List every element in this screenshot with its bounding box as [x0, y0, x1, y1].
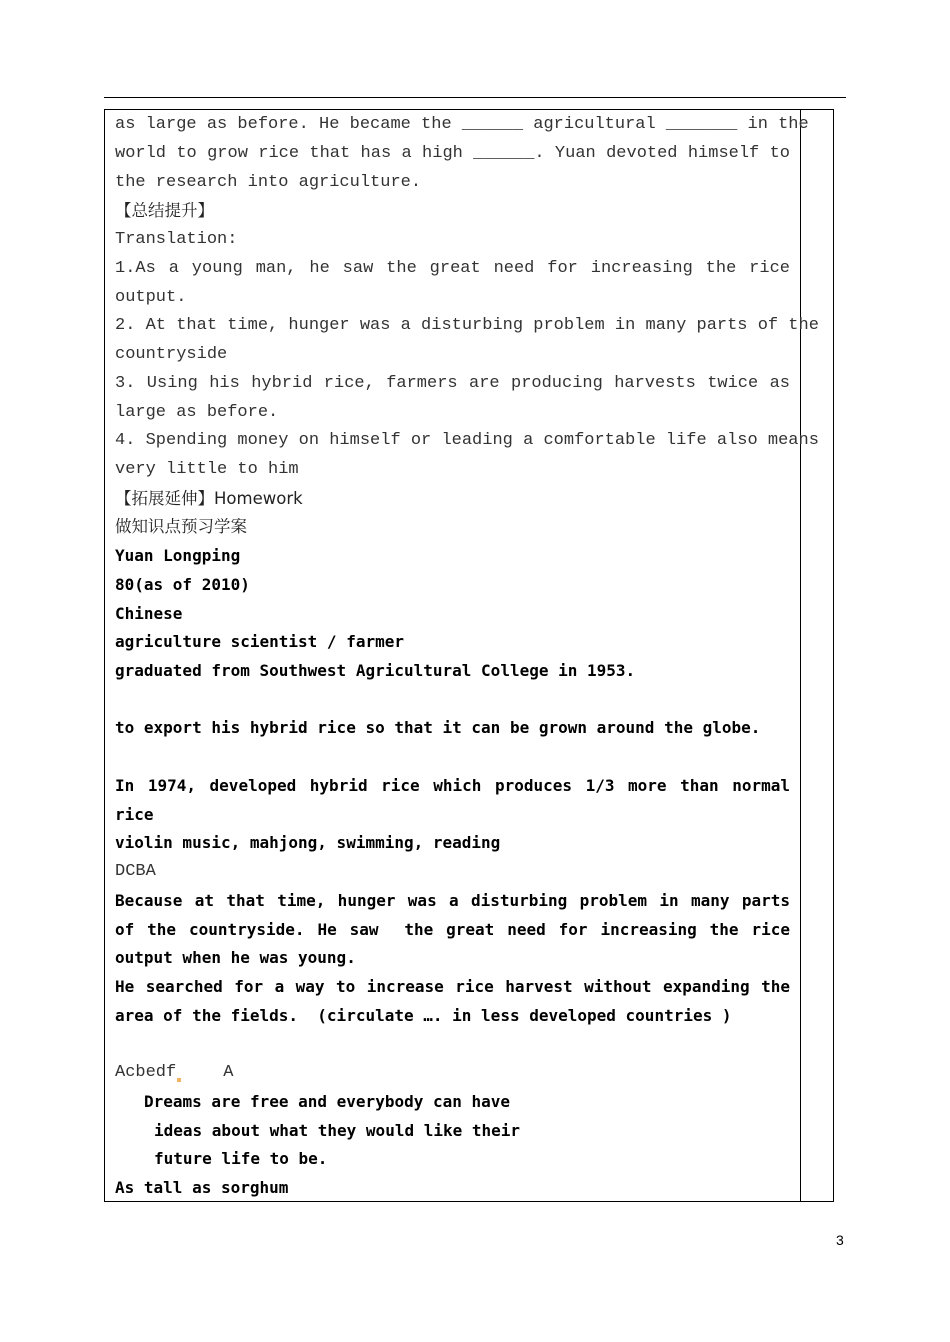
continuation-line-3: the research into agriculture.: [115, 173, 422, 192]
translation-line: very little to him: [115, 460, 299, 479]
homework-task: 做知识点预习学案: [115, 517, 247, 536]
translation-line: large as before.: [115, 403, 279, 422]
translation-line: countryside: [115, 345, 228, 364]
answer-age: 80(as of 2010): [115, 575, 250, 594]
highlight-mark: [177, 1078, 181, 1082]
table-column-divider: [800, 109, 801, 1202]
quote-line: future life to be.: [154, 1149, 328, 1168]
translation-line: 2. At that time, hunger was a disturbing problem in many parts of the: [115, 316, 819, 335]
answer-dream: to export his hybrid rice so that it can be grown around the globe.: [115, 718, 761, 737]
answer-name: Yuan Longping: [115, 546, 241, 565]
quote-line: Dreams are free and everybody can have: [144, 1092, 511, 1111]
quote-line: ideas about what they would like their: [154, 1121, 521, 1140]
answer-nationality: Chinese: [115, 604, 183, 623]
answer-hobbies: violin music, mahjong, swimming, reading: [115, 833, 501, 852]
answer-reason: of the countryside. He saw the great need for increasing the rice: [115, 920, 790, 939]
page-number: 3: [836, 1232, 844, 1248]
answer-education: graduated from Southwest Agricultural College in 1953.: [115, 661, 636, 680]
answer-job: agriculture scientist / farmer: [115, 632, 404, 651]
extension-heading: 【拓展延伸】Homework: [115, 489, 303, 508]
answer-order: DCBA: [115, 862, 156, 881]
answer-last: As tall as sorghum: [115, 1178, 289, 1197]
translation-line: 4. Spending money on himself or leading a comfortable life also means: [115, 431, 819, 450]
continuation-line-2: world to grow rice that has a high ______. Yuan devoted himself to: [115, 144, 790, 163]
answer-reason: Because at that time, hunger was a disturbing problem in many parts: [115, 891, 790, 910]
summary-heading: 【总结提升】: [115, 201, 214, 220]
answer-choice-2: A: [223, 1063, 234, 1082]
translation-line: 3. Using his hybrid rice, farmers are producing harvests twice as: [115, 374, 790, 393]
answer-achievement: In 1974, developed hybrid rice which produces 1/3 more than normal: [115, 776, 790, 795]
header-rule: [104, 97, 846, 98]
answer-choice-1: Acbedf: [115, 1063, 177, 1082]
answer-method: area of the fields. (circulate …. in less developed countries ): [115, 1006, 732, 1025]
answer-choice-row: [115, 1059, 790, 1087]
continuation-line-1: as large as before. He became the ______ agricultural _______ in the: [115, 115, 809, 134]
translation-label: Translation:: [115, 230, 238, 249]
translation-line: 1.As a young man, he saw the great need for increasing the rice: [115, 259, 790, 278]
answer-achievement: rice: [115, 805, 154, 824]
answer-reason: output when he was young.: [115, 948, 356, 967]
translation-line: output.: [115, 288, 187, 307]
answer-method: He searched for a way to increase rice harvest without expanding the: [115, 977, 790, 996]
